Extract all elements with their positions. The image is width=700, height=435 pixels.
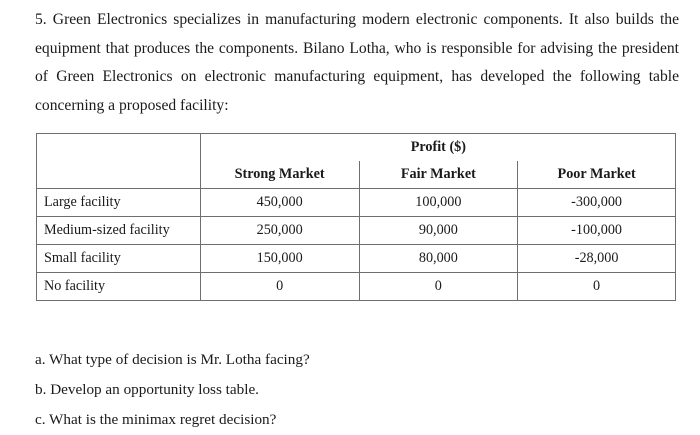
table-row — [37, 245, 676, 273]
column-header-poor-market: Poor Market — [518, 161, 676, 189]
table-cell: -100,000 — [518, 217, 676, 245]
row-label: Small facility — [37, 245, 201, 273]
table-corner-cell — [37, 134, 201, 162]
table-column-header-row — [37, 161, 676, 189]
question-list — [35, 345, 310, 435]
table-group-header-row — [37, 134, 676, 162]
row-label: No facility — [37, 273, 201, 301]
column-header-fair-market: Fair Market — [359, 161, 518, 189]
table-row — [37, 189, 676, 217]
table-cell: 0 — [200, 273, 359, 301]
table-row — [37, 273, 676, 301]
profit-group-header: Profit ($) — [359, 134, 518, 162]
table-cell: 0 — [359, 273, 518, 301]
question-c: c. What is the minimax regret decision? — [35, 411, 277, 428]
table-cell: 150,000 — [200, 245, 359, 273]
table-cell: 0 — [518, 273, 676, 301]
profit-table — [36, 133, 676, 301]
table-cell: -28,000 — [518, 245, 676, 273]
table-row — [37, 217, 676, 245]
column-header-strong-market: Strong Market — [200, 161, 359, 189]
question-b: b. Develop an opportunity loss table. — [35, 381, 259, 398]
table-cell: -300,000 — [518, 189, 676, 217]
table-cell: 450,000 — [200, 189, 359, 217]
problem-statement: 5. Green Electronics specializes in manufacturing modern electronic components. It also builds the equipment that produces the components. Bilano Lotha, who is responsible for advising the president of Green Electronics on electronic manufacturing equipment, has developed the following table concerning a proposed facility: — [35, 11, 679, 114]
table-cell: 250,000 — [200, 217, 359, 245]
table-cell: 90,000 — [359, 217, 518, 245]
table-cell: 80,000 — [359, 245, 518, 273]
question-a: a. What type of decision is Mr. Lotha facing? — [35, 351, 310, 368]
table-cell: 100,000 — [359, 189, 518, 217]
row-label: Large facility — [37, 189, 201, 217]
row-label: Medium-sized facility — [37, 217, 201, 245]
